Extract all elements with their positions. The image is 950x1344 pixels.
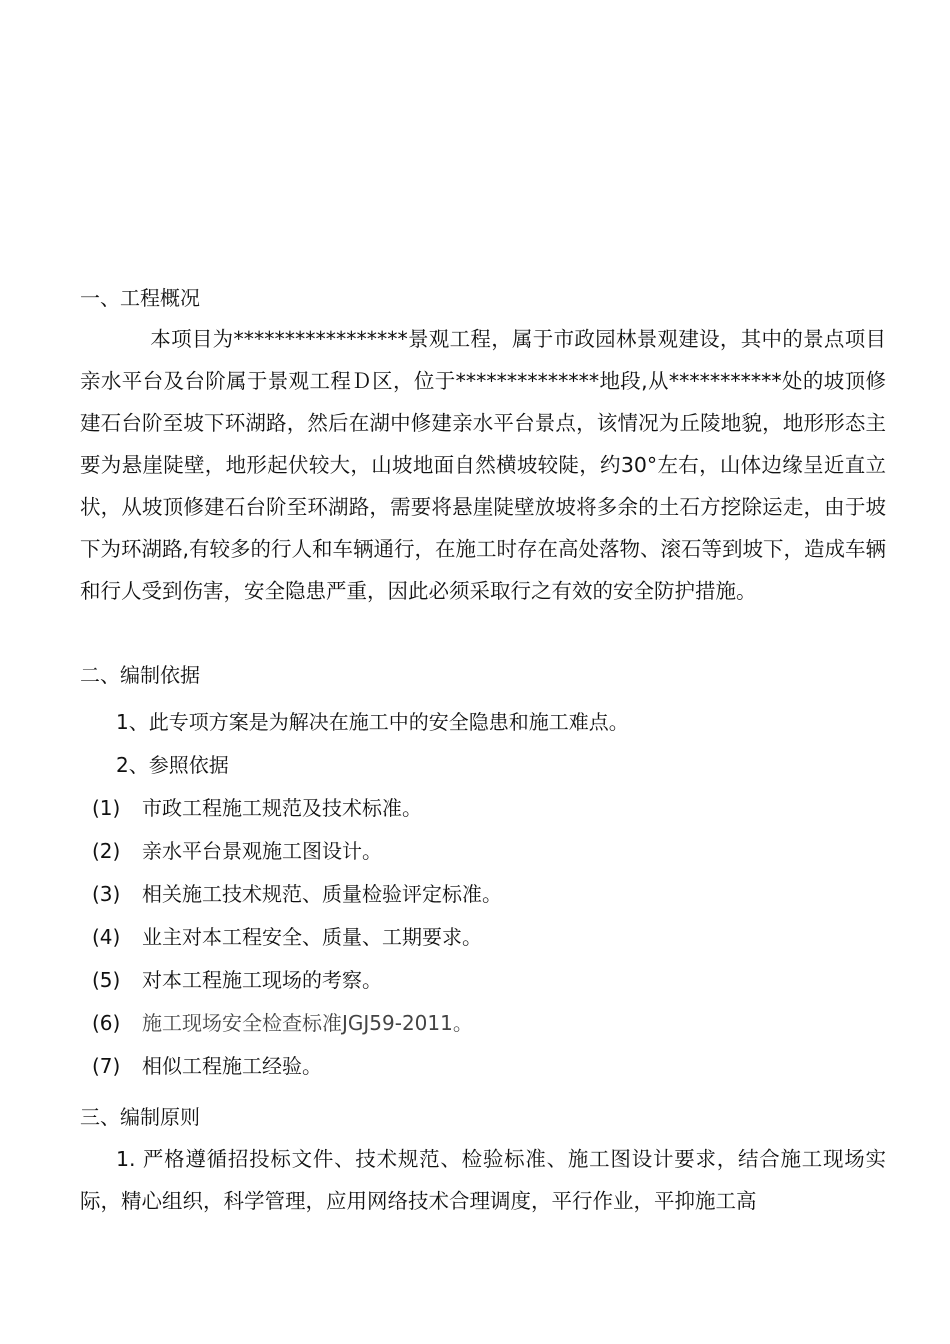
reference-number: (3) <box>92 882 121 906</box>
reference-number: (7) <box>92 1054 121 1078</box>
reference-item <box>92 837 382 865</box>
reference-item <box>92 966 382 994</box>
principles-paragraph-text: 1. 严格遵循招投标文件、技术规范、检验标准、施工图设计要求，结合施工现场实际，精心组织，科学管理，应用网络技术合理调度，平行作业，平抑施工高 <box>80 1147 886 1213</box>
reference-item <box>92 923 482 951</box>
section-heading-basis: 二、编制依据 <box>80 663 200 687</box>
reference-number: (6) <box>92 1011 121 1035</box>
overview-paragraph-text: 本项目为*****************景观工程，属于市政园林景观建设，其中的景点项目亲水平台及台阶属于景观工程Ｄ区，位于**************地段,从***********处的坡顶修建石台阶至坡下环湖路，然后在湖中修建亲水平台景点，该情况为丘陵地貌，地形形态主要为悬崖陡壁，地形起伏较大，山坡地面自然横坡较陡，约30°左右，山体边缘呈近直立状，从坡顶修建石台阶至环湖路，需要将悬崖陡壁放坡将多余的土石方挖除运走，由于坡下为环湖路,有较多的行人和车辆通行，在施工时存在高处落物、滚石等到坡下，造成车辆和行人受到伤害，安全隐患严重，因此必须采取行之有效的安全防护措施。 <box>80 327 887 603</box>
reference-number: (4) <box>92 925 121 949</box>
reference-text: 相关施工技术规范、质量检验评定标准。 <box>142 882 502 906</box>
reference-number: (2) <box>92 839 121 863</box>
overview-paragraph <box>80 318 886 612</box>
reference-number: (1) <box>92 796 121 820</box>
reference-item <box>92 880 502 908</box>
principles-paragraph <box>80 1138 886 1222</box>
reference-item <box>92 1052 322 1080</box>
basis-item-2: 2、参照依据 <box>116 753 229 777</box>
reference-number: (5) <box>92 968 121 992</box>
section-heading-overview: 一、工程概况 <box>80 286 200 310</box>
reference-item <box>92 794 422 822</box>
reference-text: 对本工程施工现场的考察。 <box>142 968 382 992</box>
section-heading-principles: 三、编制原则 <box>80 1105 200 1129</box>
reference-item <box>92 1009 473 1037</box>
basis-item-1: 1、此专项方案是为解决在施工中的安全隐患和施工难点。 <box>116 710 629 734</box>
reference-text: 市政工程施工规范及技术标准。 <box>142 796 422 820</box>
reference-text: 亲水平台景观施工图设计。 <box>142 839 382 863</box>
reference-text: 业主对本工程安全、质量、工期要求。 <box>142 925 482 949</box>
reference-text: 施工现场安全检查标准JGJ59-2011。 <box>142 1011 473 1035</box>
reference-text: 相似工程施工经验。 <box>142 1054 322 1078</box>
